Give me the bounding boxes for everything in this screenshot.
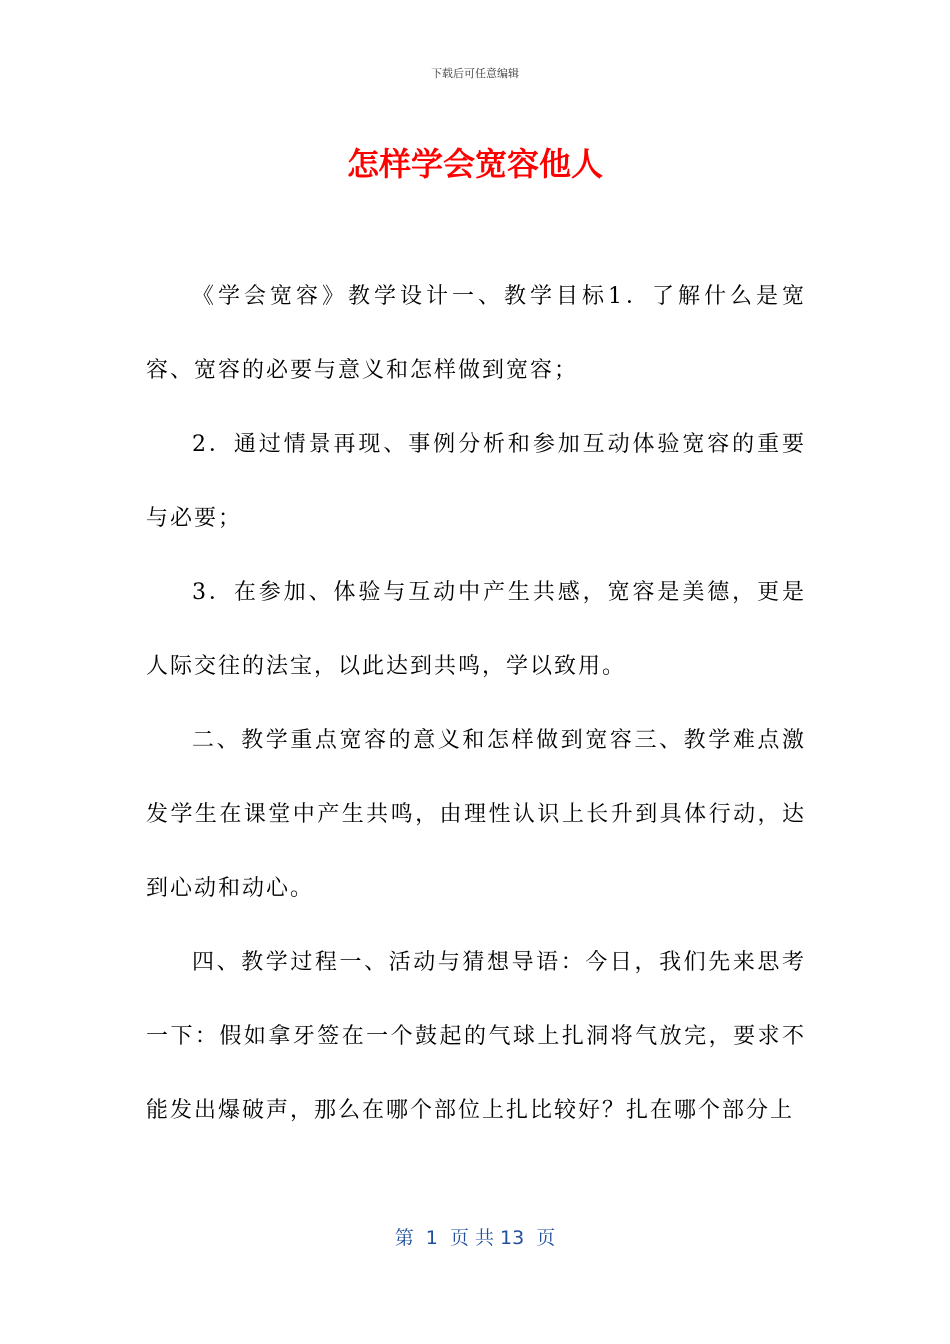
document-body: [146, 260, 806, 1148]
document-title: 怎样学会宽容他人: [346, 145, 603, 183]
paragraph-2: 2．通过情景再现、事例分析和参加互动体验宽容的重要与必要；: [146, 432, 806, 531]
paragraph-3: 3．在参加、体验与互动中产生共感，宽容是美德，更是人际交往的法宝，以此达到共鸣，学以致用。: [146, 580, 806, 679]
page-header: 下载后可任意编辑: [431, 67, 519, 80]
paragraph-4: 二、教学重点宽容的意义和怎样做到宽容三、教学难点激发学生在课堂中产生共鸣，由理性认识上长升到具体行动，达到心动和动心。: [146, 728, 806, 901]
page-number-footer: 第 1 页 共 13 页: [394, 1227, 556, 1249]
paragraph-5: 四、教学过程一、活动与猜想导语：今日，我们先来思考一下：假如拿牙签在一个鼓起的气球上扎洞将气放完，要求不能发出爆破声，那么在哪个部位上扎比较好？扎在哪个部分上: [146, 950, 806, 1123]
paragraph-1: 《学会宽容》教学设计一、教学目标1．了解什么是宽容、宽容的必要与意义和怎样做到宽容；: [146, 284, 806, 383]
